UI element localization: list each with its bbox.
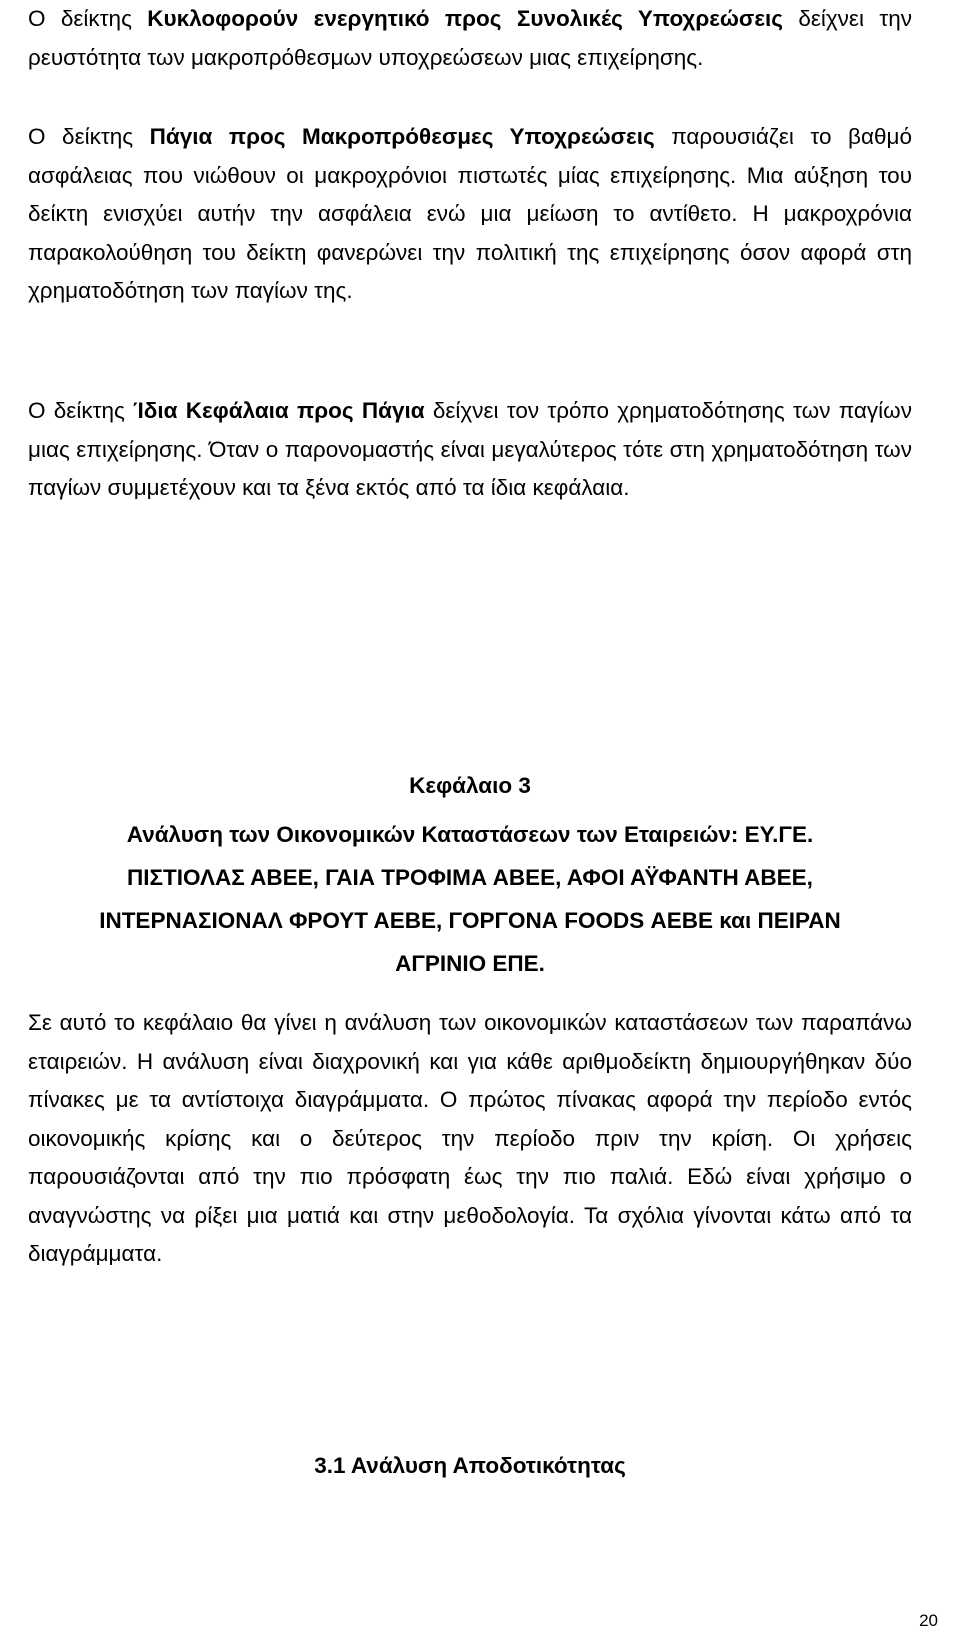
paragraph-fixed-assets-ratio: [28, 118, 912, 311]
chapter-number: Κεφάλαιο 3: [409, 773, 531, 798]
paragraph-equity-ratio: [28, 392, 912, 508]
chapter-title-line: ΠΙΣΤΙΟΛΑΣ ΑΒΕΕ, ΓΑΙΑ ΤΡΟΦΙΜΑ ΑΒΕΕ, ΑΦΟΙ ΑΫΦΑΝΤΗ ΑΒΕΕ,: [127, 865, 813, 890]
ratio-name-bold: Ίδια Κεφάλαια προς Πάγια: [133, 398, 425, 423]
paragraph-current-assets-ratio: [28, 0, 912, 77]
paragraph-lead: Ο δείκτης: [28, 6, 148, 31]
chapter-title-line: Ανάλυση των Οικονομικών Καταστάσεων των Εταιρειών: ΕΥ.ΓΕ.: [126, 822, 814, 847]
page-number: 20: [919, 1611, 938, 1630]
chapter-title: [28, 813, 912, 985]
section-title: 3.1 Ανάλυση Αποδοτικότητας: [314, 1453, 626, 1478]
paragraph-body: δείχνει τον τρόπο χρηματοδότησης των παγίων μιας επιχείρησης. Όταν ο παρονομαστής είναι μεγαλύτερος τότε στη χρηματοδότηση των παγίων συμμετέχουν και τα ξένα εκτός από τα ίδια κεφάλαια.: [28, 398, 912, 500]
paragraph-body: παρουσιάζει το βαθμό ασφάλειας που νιώθουν οι μακροχρόνιοι πιστωτές μίας επιχείρησης. Μια αύξηση του δείκτη ενισχύει αυτήν την ασφάλεια ενώ μια μείωση το αντίθετο. Η μακροχρόνια παρακολούθηση του δείκτη φανερώνει την πολιτική της επιχείρησης όσον αφορά στη χρηματοδότηση των παγίων της.: [28, 124, 912, 303]
chapter-title-line: ΙΝΤΕΡΝΑΣΙΟΝΑΛ ΦΡΟΥΤ ΑΕΒΕ, ΓΟΡΓΟΝΑ FOODS ΑΕΒΕ και ΠΕΙΡΑΝ: [99, 908, 841, 933]
ratio-name-bold: Πάγια προς Μακροπρόθεσμες Υποχρεώσεις: [149, 124, 655, 149]
paragraph-lead: Ο δείκτης: [28, 398, 134, 423]
paragraph-body: δείχνει την ρευστότητα των μακροπρόθεσμων υποχρεώσεων μιας επιχείρησης.: [28, 6, 912, 70]
ratio-name-bold: Κυκλοφορούν ενεργητικό προς Συνολικές Υποχρεώσεις: [147, 6, 783, 31]
paragraph-lead: Ο δείκτης: [28, 124, 150, 149]
chapter-title-line: ΑΓΡΙΝΙΟ ΕΠΕ.: [395, 951, 545, 976]
paragraph-chapter-intro: Σε αυτό το κεφάλαιο θα γίνει η ανάλυση των οικονομικών καταστάσεων των παραπάνω εταιρειών. Η ανάλυση είναι διαχρονική και για κάθε αριθμοδείκτη δημιουργήθηκαν δύο πίνακες με τα αντίστοιχα διαγράμματα. Ο πρώτος πίνακας αφορά την περίοδο εντός οικονομικής κρίσης και ο δεύτερος την περίοδο πριν την κρίση. Οι χρήσεις παρουσιάζονται από την πιο πρόσφατη έως την πιο παλιά. Εδώ είναι χρήσιμο ο αναγνώστης να ρίξει μια ματιά και στην μεθοδολογία. Τα σχόλια γίνονται κάτω από τα διαγράμματα.: [28, 1010, 912, 1266]
